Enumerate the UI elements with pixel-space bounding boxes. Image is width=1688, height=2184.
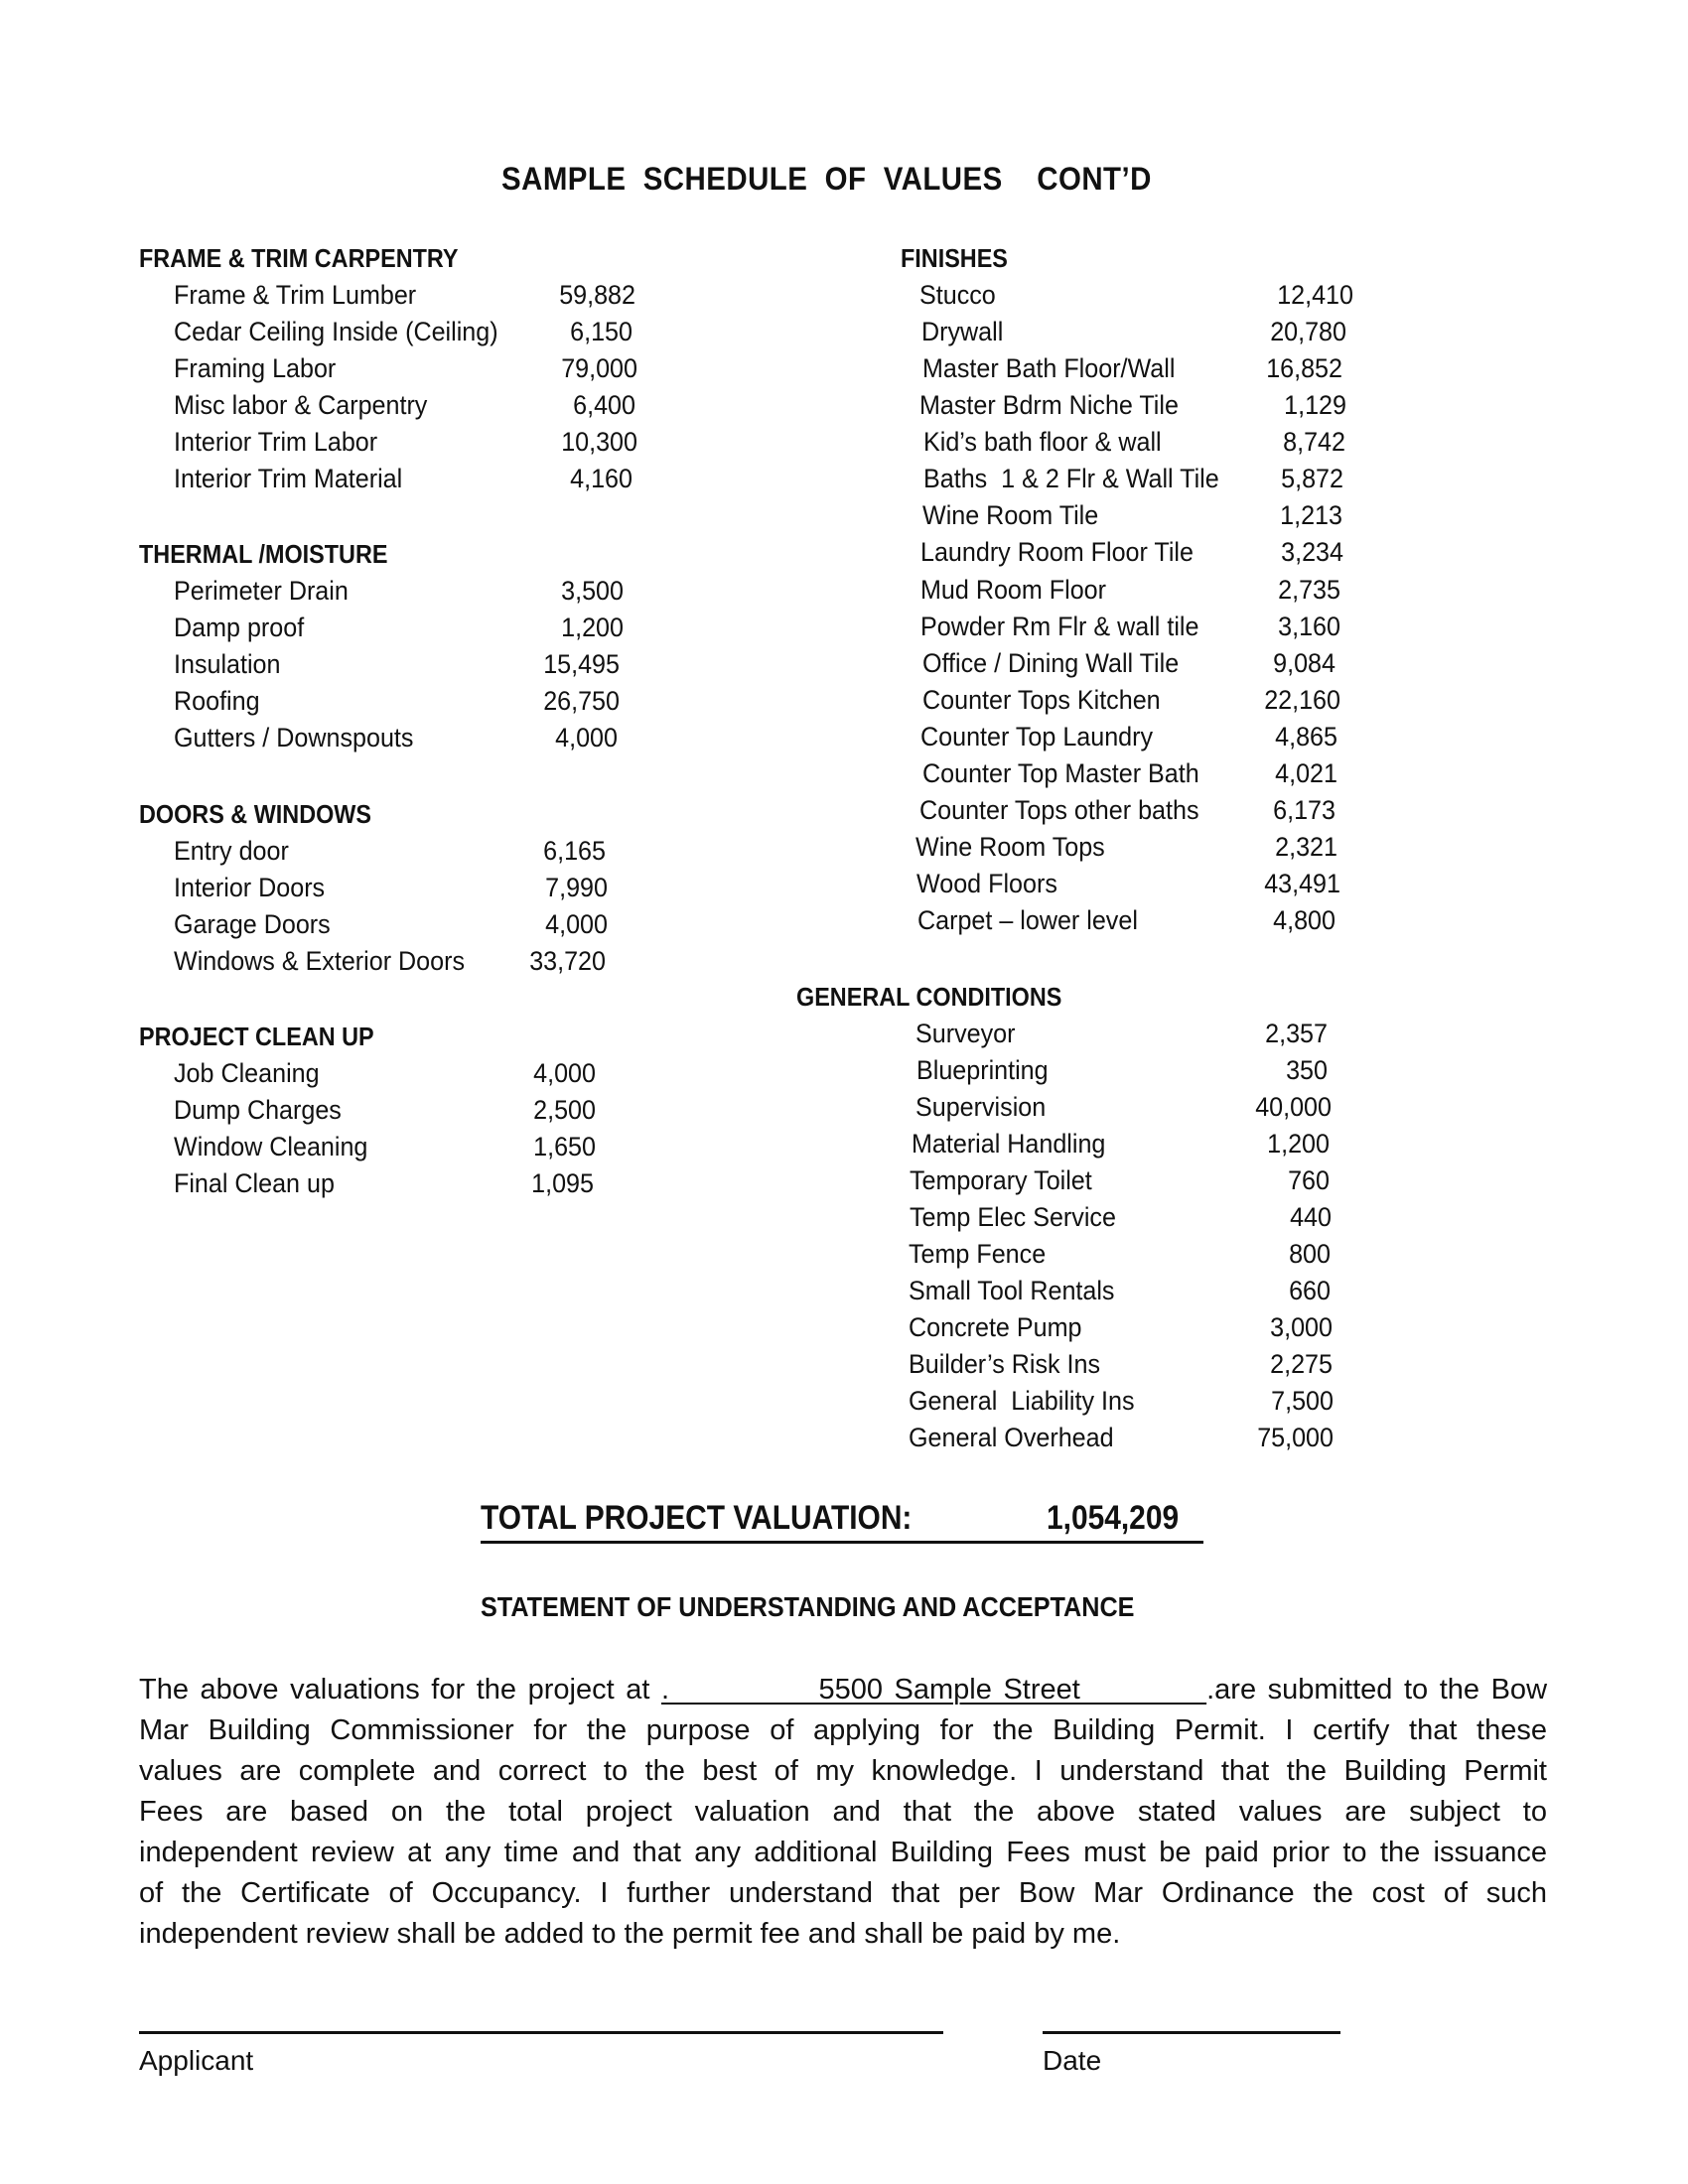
item-value: 4,021: [1275, 758, 1337, 788]
item-label: Cedar Ceiling Inside (Ceiling): [174, 317, 498, 346]
item-value: 9,084: [1273, 648, 1336, 678]
item-label: Master Bdrm Niche Tile: [919, 390, 1179, 420]
item-label: Laundry Room Floor Tile: [920, 537, 1194, 567]
item-label: Temporary Toilet: [910, 1165, 1092, 1195]
item-value: 4,000: [545, 909, 608, 939]
item-value: 2,357: [1265, 1019, 1328, 1048]
item-label: Wine Room Tile: [922, 500, 1099, 530]
item-label: Counter Top Master Bath: [922, 758, 1199, 788]
item-value: 1,200: [561, 613, 624, 642]
item-label: Interior Trim Material: [174, 464, 403, 493]
item-label: Temp Elec Service: [910, 1202, 1116, 1232]
item-label: Interior Trim Labor: [174, 427, 378, 457]
item-value: 760: [1288, 1165, 1330, 1195]
item-value: 6,173: [1273, 795, 1336, 825]
item-value: 1,650: [533, 1132, 596, 1161]
item-value: 79,000: [561, 353, 637, 383]
item-value: 4,000: [555, 723, 618, 752]
item-label: Surveyor: [915, 1019, 1016, 1048]
section-heading-finishes: FINISHES: [901, 243, 1008, 273]
item-label: Drywall: [921, 317, 1004, 346]
item-value: 7,990: [545, 873, 608, 902]
item-label: Counter Tops other baths: [919, 795, 1199, 825]
item-value: 26,750: [543, 686, 620, 716]
item-value: 2,275: [1270, 1349, 1333, 1379]
total-label: TOTAL PROJECT VALUATION:: [481, 1499, 913, 1537]
section-heading-doors-windows: DOORS & WINDOWS: [139, 799, 371, 829]
item-value: 16,852: [1266, 353, 1342, 383]
item-label: Material Handling: [912, 1129, 1106, 1159]
item-value: 800: [1289, 1239, 1331, 1269]
item-label: Window Cleaning: [174, 1132, 368, 1161]
item-label: Builder’s Risk Ins: [909, 1349, 1101, 1379]
section-heading-project-clean-up: PROJECT CLEAN UP: [139, 1022, 374, 1051]
item-label: Mud Room Floor: [920, 575, 1107, 605]
item-value: 40,000: [1255, 1092, 1332, 1122]
item-value: 350: [1286, 1055, 1328, 1085]
section-heading-thermal-moisture: THERMAL /MOISTURE: [139, 539, 388, 569]
item-value: 12,410: [1277, 280, 1353, 310]
item-label: Interior Doors: [174, 873, 326, 902]
item-label: Concrete Pump: [909, 1312, 1082, 1342]
item-label: Wood Floors: [916, 869, 1057, 898]
item-label: Wine Room Tops: [915, 832, 1105, 862]
item-value: 3,000: [1270, 1312, 1333, 1342]
item-value: 1,200: [1267, 1129, 1330, 1159]
item-value: 5,872: [1281, 464, 1343, 493]
page-title: SAMPLE SCHEDULE OF VALUES CONT’D: [501, 161, 1152, 197]
item-value: 2,321: [1275, 832, 1337, 862]
item-label: Blueprinting: [916, 1055, 1049, 1085]
statement-line: independent review at any time and that any additional Building Fees must be paid prior to the issuance: [139, 1837, 1547, 1868]
item-value: 6,400: [573, 390, 635, 420]
item-label: Insulation: [174, 649, 281, 679]
item-label: General Overhead: [909, 1423, 1114, 1452]
statement-line: Fees are based on the total project valuation and that the above stated values are subject to: [139, 1796, 1547, 1828]
item-label: Stucco: [919, 280, 996, 310]
date-label: Date: [1043, 2045, 1102, 2076]
item-label: Misc labor & Carpentry: [174, 390, 428, 420]
section-heading-frame-trim: FRAME & TRIM CARPENTRY: [139, 243, 459, 273]
item-label: General Liability Ins: [909, 1386, 1135, 1416]
item-label: Job Cleaning: [174, 1058, 320, 1088]
item-value: 440: [1290, 1202, 1332, 1232]
item-value: 2,500: [533, 1095, 596, 1125]
item-value: 2,735: [1278, 575, 1340, 605]
item-label: Windows & Exterior Doors: [174, 946, 466, 976]
item-value: 4,160: [570, 464, 633, 493]
item-value: 8,742: [1283, 427, 1345, 457]
item-label: Dump Charges: [174, 1095, 342, 1125]
item-value: 10,300: [561, 427, 637, 457]
statement-line-1: [139, 1670, 1547, 1710]
item-value: 6,165: [543, 836, 606, 866]
item-value: 4,865: [1275, 722, 1337, 751]
item-label: Final Clean up: [174, 1168, 335, 1198]
item-label: Entry door: [174, 836, 289, 866]
item-value: 59,882: [559, 280, 635, 310]
item-label: Powder Rm Flr & wall tile: [920, 612, 1199, 641]
item-value: 20,780: [1270, 317, 1346, 346]
item-value: 1,213: [1280, 500, 1342, 530]
item-value: 1,095: [531, 1168, 594, 1198]
item-value: 6,150: [570, 317, 633, 346]
total-underline: [481, 1541, 1203, 1544]
item-label: Counter Top Laundry: [920, 722, 1154, 751]
applicant-label: Applicant: [139, 2045, 254, 2076]
item-value: 7,500: [1271, 1386, 1334, 1416]
item-value: 3,234: [1281, 537, 1343, 567]
item-value: 4,800: [1273, 905, 1336, 935]
item-label: Perimeter Drain: [174, 576, 349, 606]
statement-title: STATEMENT OF UNDERSTANDING AND ACCEPTANCE: [481, 1591, 1135, 1622]
item-label: Temp Fence: [909, 1239, 1047, 1269]
item-label: Framing Labor: [174, 353, 337, 383]
item-label: Frame & Trim Lumber: [174, 280, 417, 310]
applicant-signature-line[interactable]: [139, 2031, 943, 2034]
item-value: 33,720: [529, 946, 606, 976]
section-heading-general-conditions: GENERAL CONDITIONS: [796, 982, 1062, 1012]
item-label: Master Bath Floor/Wall: [922, 353, 1176, 383]
statement-line: of the Certificate of Occupancy. I further understand that per Bow Mar Ordinance the cost of such: [139, 1877, 1547, 1909]
item-label: Baths 1 & 2 Flr & Wall Tile: [923, 464, 1219, 493]
statement-line: Mar Building Commissioner for the purpose of applying for the Building Permit. I certify that these: [139, 1714, 1547, 1746]
statement-text: .are submitted to the Bow: [1206, 1674, 1548, 1706]
statement-text: The above valuations for the project at: [139, 1674, 661, 1706]
item-label: Garage Doors: [174, 909, 331, 939]
item-value: 1,129: [1284, 390, 1346, 420]
project-address-field[interactable]: . 5500 Sample Street: [660, 1674, 1207, 1706]
statement-line: values are complete and correct to the best of my knowledge. I understand that the Building Permit: [139, 1755, 1547, 1787]
item-label: Gutters / Downspouts: [174, 723, 414, 752]
date-signature-line[interactable]: [1043, 2031, 1340, 2034]
item-value: 660: [1289, 1276, 1331, 1305]
item-label: Supervision: [915, 1092, 1047, 1122]
item-value: 15,495: [543, 649, 620, 679]
item-value: 75,000: [1257, 1423, 1334, 1452]
total-value: 1,054,209: [1047, 1499, 1180, 1537]
item-value: 4,000: [533, 1058, 596, 1088]
item-label: Carpet – lower level: [917, 905, 1138, 935]
item-value: 3,160: [1278, 612, 1340, 641]
item-value: 3,500: [561, 576, 624, 606]
item-value: 43,491: [1264, 869, 1340, 898]
item-label: Small Tool Rentals: [909, 1276, 1115, 1305]
item-label: Counter Tops Kitchen: [922, 685, 1161, 715]
item-label: Damp proof: [174, 613, 305, 642]
statement-paragraph: [139, 1670, 1547, 1955]
item-label: Office / Dining Wall Tile: [922, 648, 1180, 678]
statement-line: independent review shall be added to the permit fee and shall be paid by me.: [139, 1918, 1121, 1950]
item-label: Roofing: [174, 686, 260, 716]
item-value: 22,160: [1264, 685, 1340, 715]
item-label: Kid’s bath floor & wall: [923, 427, 1162, 457]
